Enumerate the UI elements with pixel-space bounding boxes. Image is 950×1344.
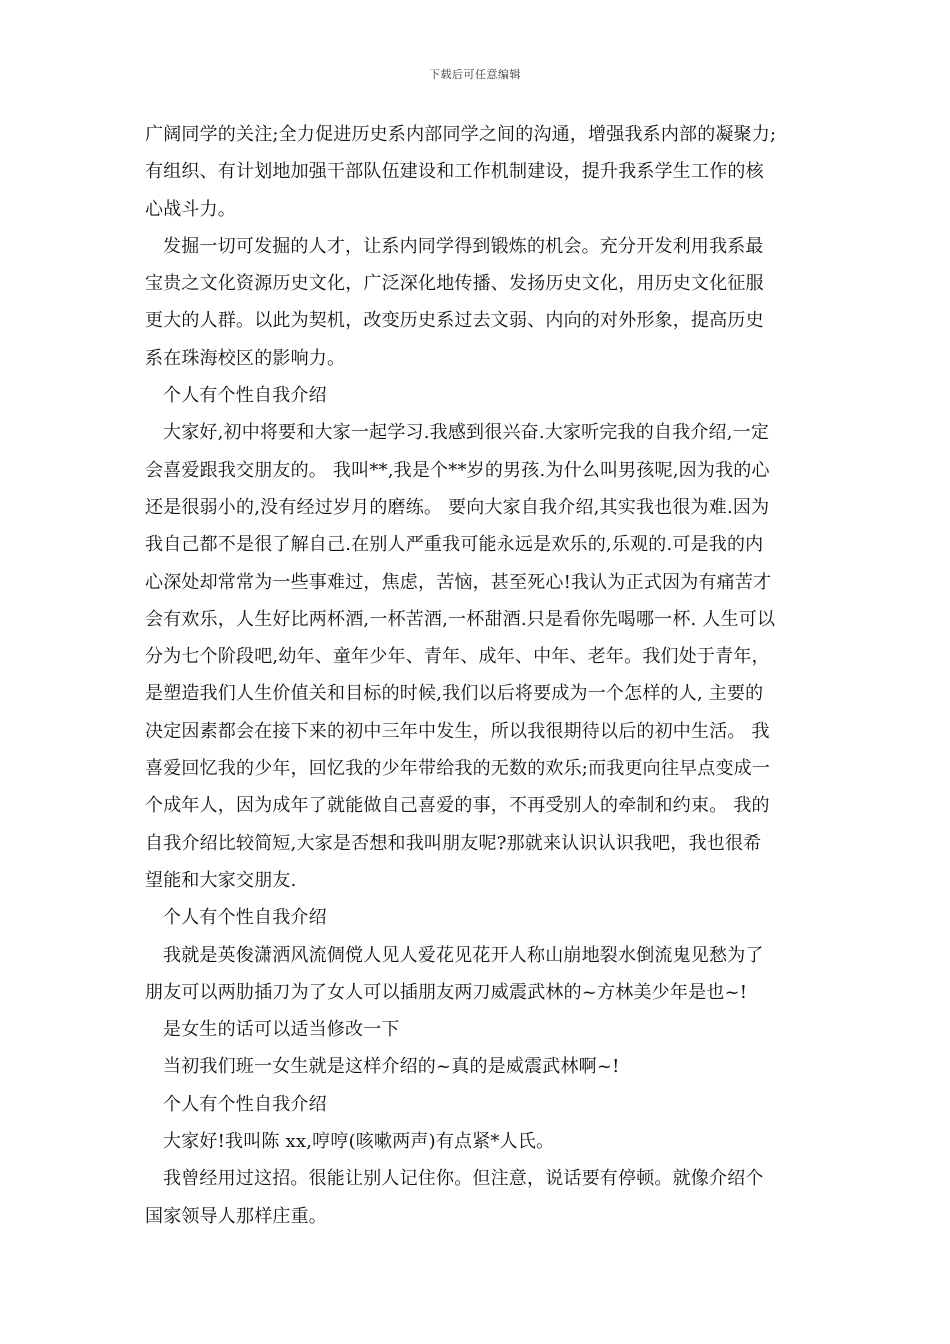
text-line: 是女生的话可以适当修改一下	[163, 1019, 400, 1041]
text-line: 会有欢乐，人生好比两杯酒,一杯苦酒,一杯甜酒.只是看你先喝哪一杯. 人生可以	[145, 608, 776, 630]
text-line: 是塑造我们人生价值关和目标的时候,我们以后将要成为一个怎样的人, 主要的	[145, 683, 764, 705]
text-line: 大家好,初中将要和大家一起学习.我感到很兴奋.大家听完我的自我介绍,一定	[163, 422, 770, 444]
text-line: 我自己都不是很了解自己.在别人严重我可能永远是欢乐的,乐观的.可是我的内	[145, 534, 764, 556]
text-line: 更大的人群。以此为契机，改变历史系过去文弱、内向的对外形象，提高历史	[145, 310, 764, 332]
text-line: 个成年人，因为成年了就能做自己喜爱的事，不再受别人的牵制和约束。 我的	[145, 795, 770, 817]
text-line: 自我介绍比较简短,大家是否想和我叫朋友呢?那就来认识认识我吧，我也很希	[145, 832, 762, 854]
text-line: 发掘一切可发掘的人才，让系内同学得到锻炼的机会。充分开发利用我系最	[163, 235, 764, 257]
text-line: 还是很弱小的,没有经过岁月的磨练。 要向大家自我介绍,其实我也很为难.因为	[145, 496, 770, 518]
text-line: 宝贵之文化资源历史文化，广泛深化地传播、发扬历史文化，用历史文化征服	[145, 273, 764, 295]
text-line: 当初我们班一女生就是这样介绍的~真的是威震武林啊~!	[163, 1056, 620, 1078]
text-line: 心战斗力。	[145, 198, 236, 220]
section-heading: 个人有个性自我介绍	[163, 907, 327, 929]
text-line: 决定因素都会在接下来的初中三年中发生，所以我很期待以后的初中生活。 我	[145, 720, 770, 742]
text-line: 心深处却常常为一些事难过，焦虑，苦恼，甚至死心!我认为正式因为有痛苦才	[145, 571, 772, 593]
text-line: 广阔同学的关注;全力促进历史系内部同学之间的沟通，增强我系内部的凝聚力;	[145, 124, 777, 145]
document-body	[145, 116, 807, 1235]
text-line: 我就是英俊潇洒风流倜傥人见人爱花见花开人称山崩地裂水倒流鬼见愁为了	[163, 944, 764, 966]
text-line: 有组织、有计划地加强干部队伍建设和工作机制建设，提升我系学生工作的核	[145, 161, 764, 183]
text-line: 国家领导人那样庄重。	[145, 1205, 327, 1227]
text-line: 朋友可以两肋插刀为了女人可以插朋友两刀威震武林的~方林美少年是也~!	[145, 981, 748, 1003]
text-line: 系在珠海校区的影响力。	[145, 347, 346, 369]
text-line: 喜爱回忆我的少年，回忆我的少年带给我的无数的欢乐;而我更向往早点变成一	[145, 758, 771, 780]
section-heading: 个人有个性自我介绍	[163, 385, 327, 407]
text-line: 分为七个阶段吧,幼年、童年少年、青年、成年、中年、老年。我们处于青年，	[145, 646, 770, 668]
text-line: 我曾经用过这招。很能让别人记住你。但注意，说话要有停顿。就像介绍个	[163, 1168, 764, 1190]
section-heading: 个人有个性自我介绍	[163, 1093, 327, 1115]
text-line: 望能和大家交朋友.	[145, 869, 297, 891]
page-header: 下载后可任意编辑	[429, 68, 521, 81]
text-line: 会喜爱跟我交朋友的。 我叫**,我是个**岁的男孩.为什么叫男孩呢,因为我的心	[145, 459, 770, 481]
text-line: 大家好!我叫陈 xx,哼哼(咳嗽两声)有点紧*人氏。	[163, 1131, 555, 1153]
